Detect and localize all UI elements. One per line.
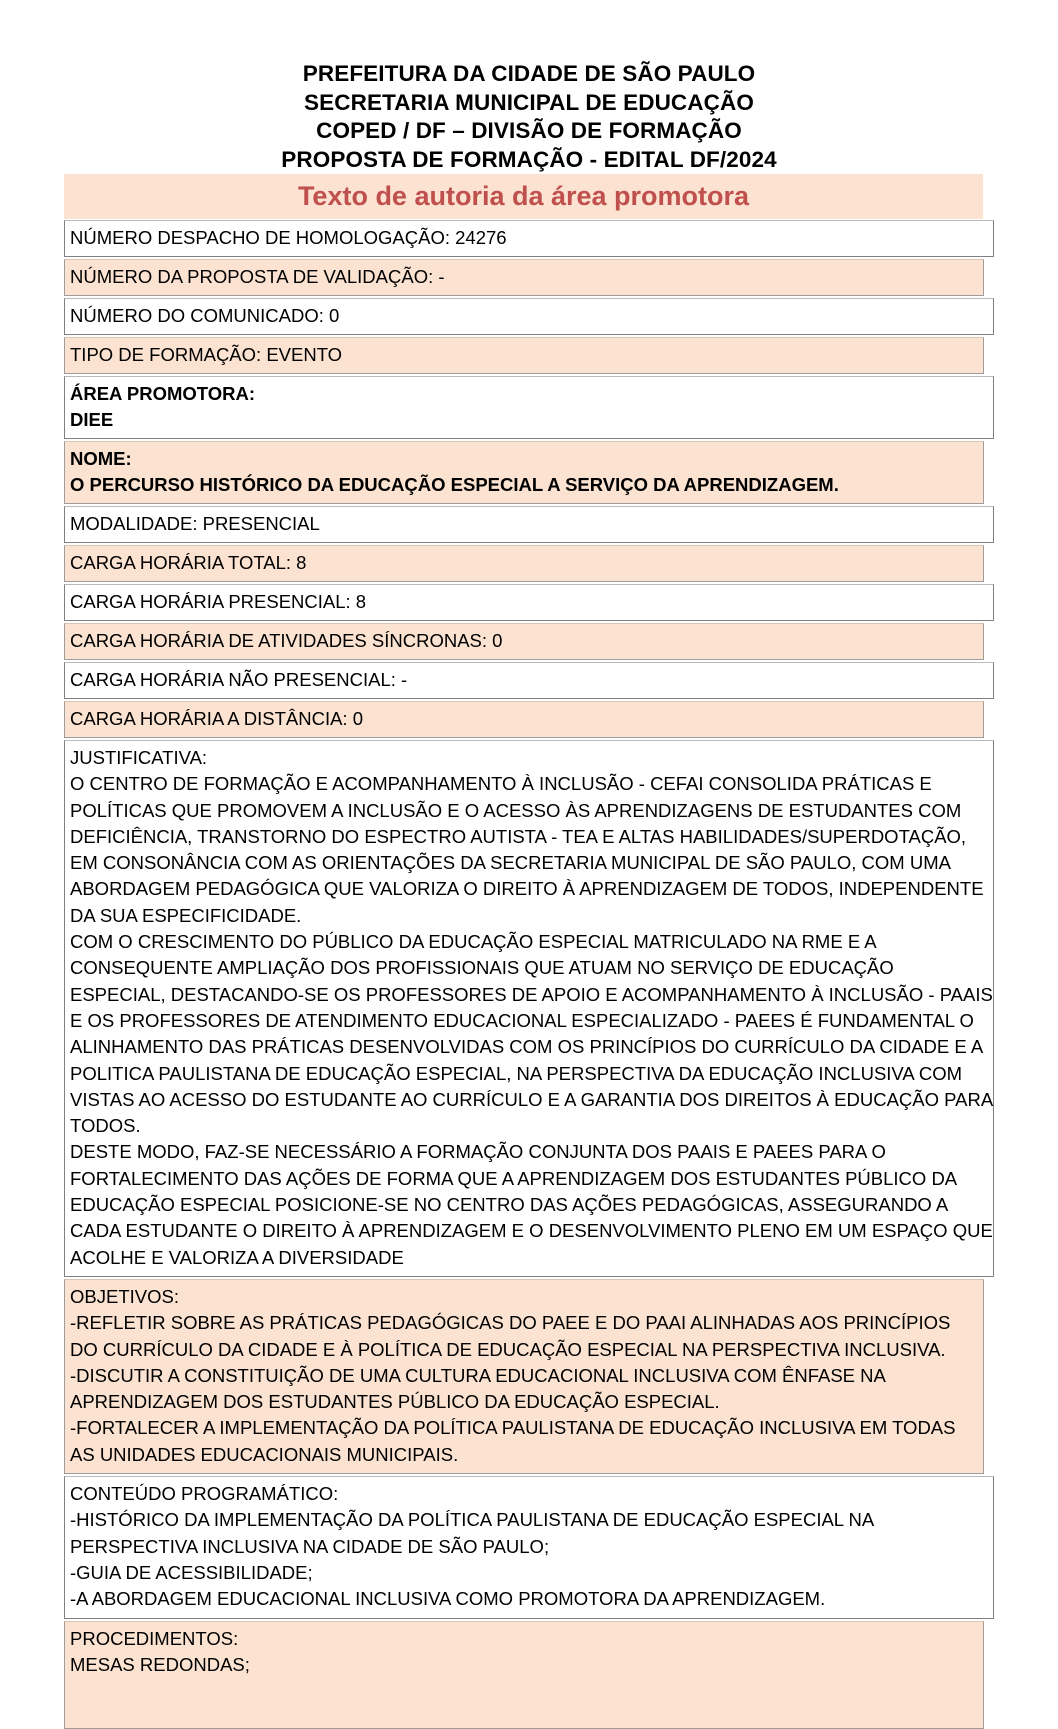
header-line-coped: COPED / DF – DIVISÃO DE FORMAÇÃO — [316, 118, 742, 143]
row-carga-horaria-nao-presencial — [64, 662, 994, 699]
justificativa-paragraph-3: DESTE MODO, FAZ-SE NECESSÁRIO A FORMAÇÃO CONJUNTA DOS PAAIS E PAEES PARA O FORTALECIMENTO DAS AÇÕES DE FORMA QUE A APRENDIZAGEM DOS ESTUDANTES PÚBLICO DA EDUCAÇÃO ESPECIAL POSICIONE-SE NO CENTRO DAS AÇÕES PEDAGÓGICAS, ASSEGURANDO A CADA ESTUDANTE O DIREITO À APRENDIZAGEM E O DESENVOLVIMENTO PLENO EM UM ESPAÇO QUE ACOLHE E VALORIZA A DIVERSIDADE — [70, 1141, 993, 1268]
tipo-formacao-text: TIPO DE FORMAÇÃO: EVENTO — [70, 344, 343, 365]
numero-comunicado-text: NÚMERO DO COMUNICADO: 0 — [70, 305, 340, 326]
row-numero-despacho — [64, 220, 994, 257]
row-carga-horaria-total — [64, 545, 984, 582]
section-banner-texto-autoria: Texto de autoria da área promotora — [64, 174, 983, 219]
numero-despacho-text: NÚMERO DESPACHO DE HOMOLOGAÇÃO: 24276 — [70, 227, 507, 248]
row-justificativa — [64, 740, 994, 1277]
form-sheet — [64, 174, 994, 1729]
objetivos-label: OBJETIVOS: — [70, 1285, 179, 1307]
row-numero-comunicado — [64, 298, 994, 335]
row-area-promotora — [64, 376, 994, 439]
row-carga-horaria-presencial — [64, 584, 994, 621]
row-carga-horaria-sincronas — [64, 623, 984, 660]
carga-distancia-text: CARGA HORÁRIA A DISTÂNCIA: 0 — [70, 708, 364, 729]
carga-total-text: CARGA HORÁRIA TOTAL: 8 — [70, 552, 307, 573]
justificativa-paragraph-2: COM O CRESCIMENTO DO PÚBLICO DA EDUCAÇÃO ESPECIAL MATRICULADO NA RME E A CONSEQUENTE AMPLIAÇÃO DOS PROFISSIONAIS QUE ATUAM NO SERVIÇO DE EDUCAÇÃO ESPECIAL, DESTACANDO-SE OS PROFESSORES DE APOIO E ACOMPANHAMENTO À INCLUSÃO - PAAIS E OS PROFESSORES DE ATENDIMENTO EDUCACIONAL ESPECIALIZADO - PAEES É FUNDAMENTAL O ALINHAMENTO DAS PRÁTICAS DESENVOLVIDAS COM OS PRINCÍPIOS DO CURRÍCULO DA CIDADE E A POLITICA PAULISTANA DE EDUCAÇÃO ESPECIAL, NA PERSPECTIVA DA EDUCAÇÃO INCLUSIVA COM VISTAS AO ACESSO DO ESTUDANTE AO CURRÍCULO E A GARANTIA DOS DIREITOS À EDUCAÇÃO PARA TODOS. — [70, 931, 993, 1137]
header-line-proposta: PROPOSTA DE FORMAÇÃO - EDITAL DF/2024 — [281, 146, 777, 172]
carga-nao-presencial-text: CARGA HORÁRIA NÃO PRESENCIAL: - — [70, 669, 408, 690]
area-promotora-label: ÁREA PROMOTORA: — [70, 383, 255, 404]
row-nome — [64, 441, 984, 504]
header-line-secretaria: SECRETARIA MUNICIPAL DE EDUCAÇÃO — [304, 89, 754, 115]
numero-proposta-text: NÚMERO DA PROPOSTA DE VALIDAÇÃO: - — [70, 266, 445, 287]
row-procedimentos — [64, 1621, 984, 1729]
row-carga-horaria-distancia — [64, 701, 984, 738]
justificativa-label: JUSTIFICATIVA: — [70, 747, 208, 768]
objetivos-item-3: -FORTALECER A IMPLEMENTAÇÃO DA POLÍTICA PAULISTANA DE EDUCAÇÃO INCLUSIVA EM TODAS AS UNIDADES EDUCACIONAIS MUNICIPAIS. — [70, 1417, 956, 1465]
procedimentos-label: PROCEDIMENTOS: — [70, 1627, 239, 1649]
row-numero-proposta-validacao — [64, 259, 984, 296]
conteudo-item-2: -GUIA DE ACESSIBILIDADE; — [70, 1561, 313, 1583]
procedimentos-item-1: MESAS REDONDAS; — [70, 1653, 250, 1675]
header-line-prefeitura: PREFEITURA DA CIDADE DE SÃO PAULO — [302, 61, 756, 86]
carga-presencial-text: CARGA HORÁRIA PRESENCIAL: 8 — [70, 591, 367, 612]
objetivos-item-2: -DISCUTIR A CONSTITUIÇÃO DE UMA CULTURA EDUCACIONAL INCLUSIVA COM ÊNFASE NA APRENDIZAGEM DOS ESTUDANTES PÚBLICO DA EDUCAÇÃO ESPECIAL. — [70, 1364, 885, 1413]
nome-value: O PERCURSO HISTÓRICO DA EDUCAÇÃO ESPECIAL A SERVIÇO DA APRENDIZAGEM. — [70, 474, 839, 495]
conteudo-item-3: -A ABORDAGEM EDUCACIONAL INCLUSIVA COMO PROMOTORA DA APRENDIZAGEM. — [70, 1588, 826, 1610]
justificativa-paragraph-1: O CENTRO DE FORMAÇÃO E ACOMPANHAMENTO À INCLUSÃO - CEFAI CONSOLIDA PRÁTICAS E POLÍTICAS QUE PROMOVEM A INCLUSÃO E O ACESSO ÀS APRENDIZAGENS DE ESTUDANTES COM DEFICIÊNCIA, TRANSTORNO DO ESPECTRO AUTISTA - TEA E ALTAS HABILIDADES/SUPERDOTAÇÃO, EM CONSONÂNCIA COM AS ORIENTAÇÕES DA SECRETARIA MUNICIPAL DE SÃO PAULO, COM UMA ABORDAGEM PEDAGÓGICA QUE VALORIZA O DIREITO À APRENDIZAGEM DE TODOS, INDEPENDENTE DA SUA ESPECIFICIDADE. — [70, 773, 984, 926]
document-header — [0, 0, 1058, 174]
row-conteudo-programatico — [64, 1476, 994, 1618]
carga-sincronas-text: CARGA HORÁRIA DE ATIVIDADES SÍNCRONAS: 0 — [70, 630, 503, 651]
objetivos-item-1: -REFLETIR SOBRE AS PRÁTICAS PEDAGÓGICAS DO PAEE E DO PAAI ALINHADAS AOS PRINCÍPIOS DO CURRÍCULO DA CIDADE E À POLÍTICA DE EDUCAÇÃO ESPECIAL NA PERSPECTIVA INCLUSIVA. — [70, 1312, 951, 1360]
conteudo-item-1: -HISTÓRICO DA IMPLEMENTAÇÃO DA POLÍTICA PAULISTANA DE EDUCAÇÃO ESPECIAL NA PERSPECTIVA INCLUSIVA NA CIDADE DE SÃO PAULO; — [70, 1509, 874, 1557]
row-modalidade — [64, 506, 994, 543]
area-promotora-value: DIEE — [70, 409, 114, 430]
row-tipo-formacao — [64, 337, 984, 374]
modalidade-text: MODALIDADE: PRESENCIAL — [70, 513, 320, 534]
nome-label: NOME: — [70, 448, 132, 469]
row-objetivos — [64, 1279, 984, 1474]
conteudo-label: CONTEÚDO PROGRAMÁTICO: — [70, 1483, 339, 1505]
